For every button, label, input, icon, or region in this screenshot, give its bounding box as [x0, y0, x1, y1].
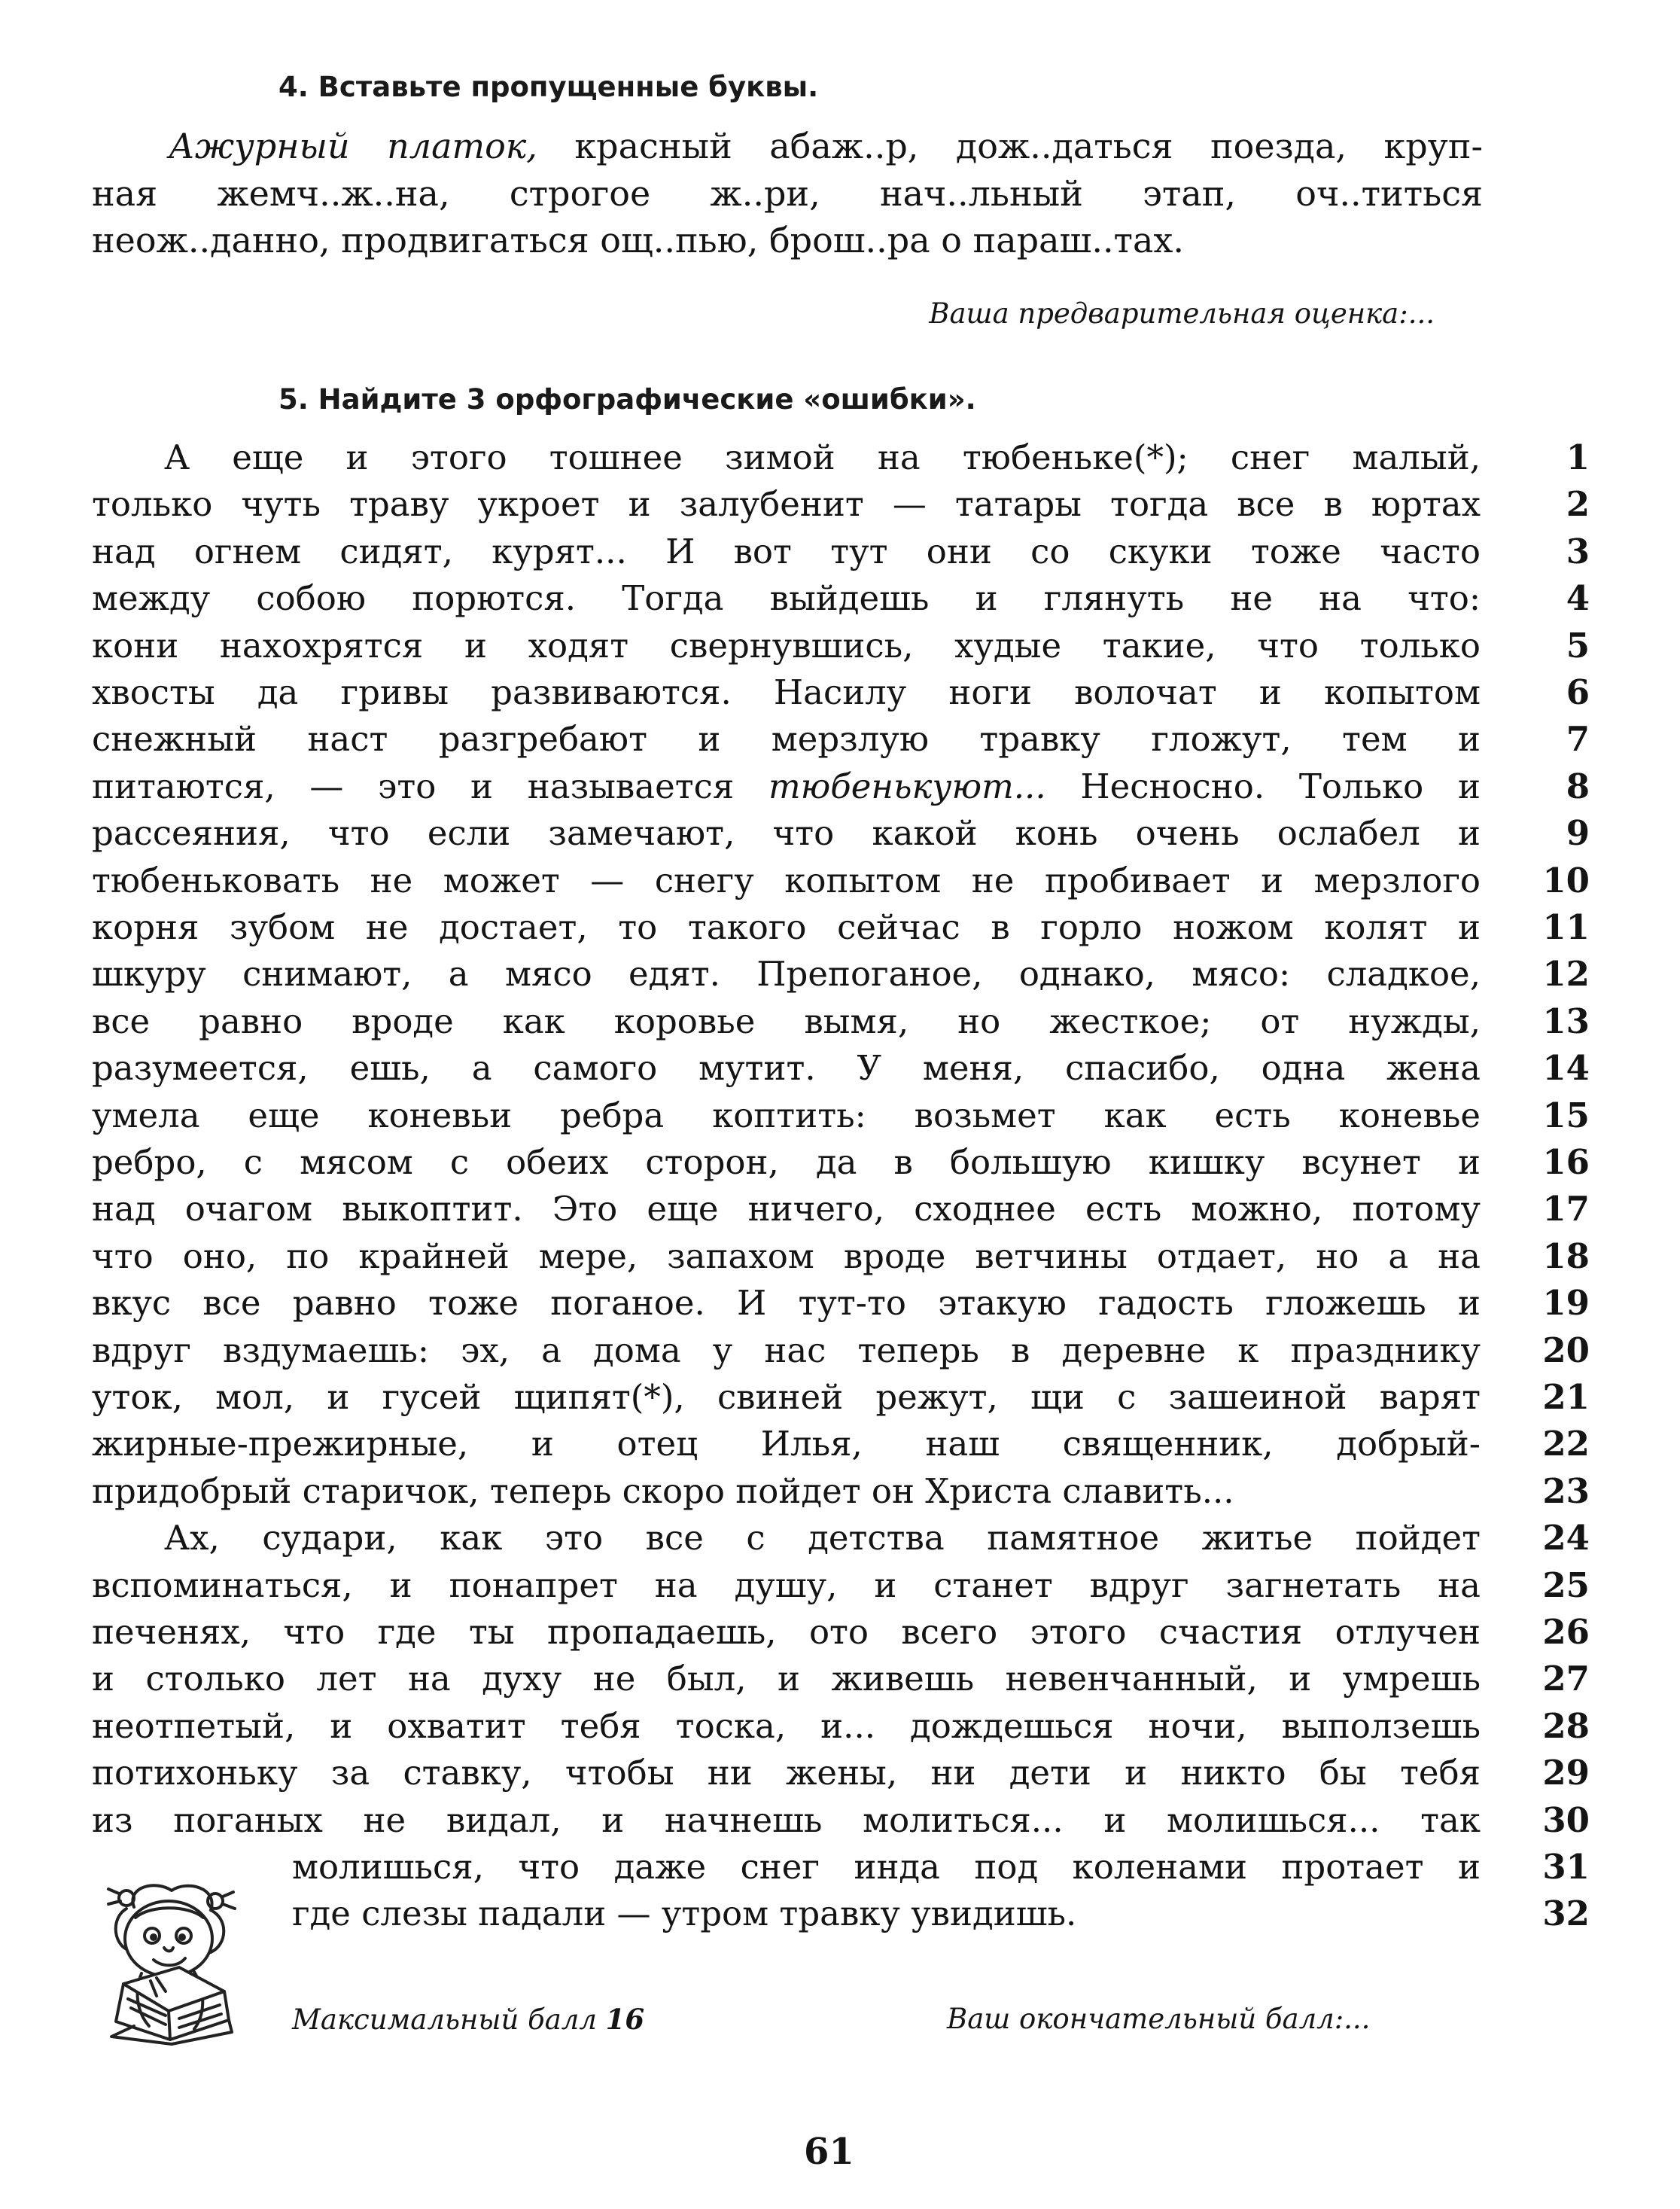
line-number: 23	[1542, 1471, 1590, 1511]
line-number: 1	[1566, 437, 1590, 477]
task4-heading: 4. Вставьте пропущенные буквы.	[278, 71, 819, 103]
line-number: 10	[1542, 861, 1590, 900]
max-score-value: 16	[605, 2003, 645, 2036]
text-line: где слезы падали — утром травку увидишь.	[292, 1894, 1077, 1933]
line-number: 7	[1566, 719, 1590, 759]
line-number: 11	[1542, 907, 1590, 947]
text-line: хвосты да гривы развиваются. Насилу ноги волочат и копытом	[92, 672, 1481, 712]
task4-line-1-text: красный абаж..р, дож..даться поезда, круп-	[574, 126, 1484, 166]
text-line: кони нахохрятся и ходят свернувшись, худые такие, что только	[92, 626, 1481, 666]
text-line: умела еще коневьи ребра коптить: возьмет как есть коневье	[92, 1095, 1481, 1135]
text-line: над огнем сидят, курят... И вот тут они со скуки тоже часто	[92, 532, 1481, 571]
child-with-book-icon	[81, 1878, 262, 2052]
page-number: 61	[804, 2131, 854, 2173]
text-line: неотпетый, и охватит тебя тоска, и... дождешься ночи, выползешь	[92, 1706, 1481, 1746]
text-line: уток, мол, и гусей щипят(*), свиней режут, щи с зашеиной варят	[92, 1377, 1481, 1417]
line-number: 30	[1542, 1800, 1590, 1840]
text-line: тюбеньковать не может — снегу копытом не пробивает и мерзлого	[92, 861, 1481, 900]
reading-child-illustration	[81, 1878, 262, 2052]
text-line: из поганых не видал, и начнешь молиться... и молишься... так	[92, 1800, 1481, 1840]
line-number: 5	[1566, 626, 1590, 666]
text-line-part: Несносно. Только и	[1080, 766, 1481, 806]
line-number: 22	[1542, 1424, 1590, 1464]
line-number: 24	[1542, 1518, 1590, 1558]
text-line: жирные-прежирные, и отец Илья, наш священник, добрый-	[92, 1424, 1481, 1464]
text-line: над очагом выкоптит. Это еще ничего, сходнее есть можно, потому	[92, 1189, 1481, 1229]
text-line: А еще и этого тошнее зимой на тюбеньке(*); снег малый,	[164, 437, 1481, 477]
line-number: 21	[1542, 1377, 1590, 1417]
line-number: 27	[1542, 1659, 1590, 1699]
line-number: 8	[1566, 766, 1590, 806]
text-line: снежный наст разгребают и мерзлую травку гложут, тем и	[92, 719, 1481, 759]
line-number: 19	[1542, 1283, 1590, 1323]
line-number: 6	[1566, 672, 1590, 712]
final-score: Ваш окончательный балл:...	[947, 2003, 1371, 2035]
line-number: 25	[1542, 1565, 1590, 1605]
text-line: вспоминаться, и понапрет на душу, и станет вдруг загнетать на	[92, 1565, 1481, 1605]
text-line: все равно вроде как коровье вымя, но жесткое; от нужды,	[92, 1001, 1481, 1041]
text-line: вкус все равно тоже поганое. И тут-то этакую гадость гложешь и	[92, 1283, 1481, 1323]
line-number: 26	[1542, 1612, 1590, 1652]
text-line: и столько лет на духу не был, и живешь невенчанный, и умрешь	[92, 1659, 1481, 1699]
line-number: 20	[1542, 1330, 1590, 1370]
text-line: между собою порются. Тогда выйдешь и глянуть не на что:	[92, 578, 1481, 618]
text-line: молишься, что даже снег инда под коленами протает и	[292, 1847, 1481, 1887]
line-number: 17	[1542, 1189, 1590, 1229]
text-line: рассеяния, что если замечают, что какой конь очень ослабел и	[92, 813, 1481, 853]
text-line: ребро, с мясом с обеих сторон, да в большую кишку всунет и	[92, 1142, 1481, 1182]
task4-example: Ажурный платок,	[169, 126, 537, 166]
line-number: 32	[1542, 1894, 1590, 1933]
max-score	[292, 2003, 644, 2036]
line-number: 16	[1542, 1142, 1590, 1182]
text-line: только чуть траву укроет и залубенит — татары тогда все в юртах	[92, 484, 1481, 524]
task4-line-1	[169, 124, 1483, 168]
line-number: 14	[1542, 1048, 1590, 1088]
max-score-label: Максимальный балл	[292, 2003, 597, 2036]
text-line: вдруг вздумаешь: эх, а дома у нас теперь в деревне к празднику	[92, 1330, 1481, 1370]
line-number: 28	[1542, 1706, 1590, 1746]
line-number: 4	[1566, 578, 1590, 618]
line-number: 18	[1542, 1236, 1590, 1276]
line-number: 13	[1542, 1001, 1590, 1041]
italic-term: тюбенькуют...	[768, 766, 1046, 806]
text-line	[92, 765, 1481, 809]
text-line: разумеется, ешь, а самого мутит. У меня, спасибо, одна жена	[92, 1048, 1481, 1088]
text-line-part: питаются, — это и называется	[92, 766, 735, 806]
line-number: 29	[1542, 1753, 1590, 1793]
line-number: 12	[1542, 954, 1590, 994]
text-line: что оно, по крайней мере, запахом вроде ветчины отдает, но а на	[92, 1236, 1481, 1276]
text-line: шкуру снимают, а мясо едят. Препоганое, однако, мясо: сладкое,	[92, 954, 1481, 994]
text-line: придобрый старичок, теперь скоро пойдет он Христа славить...	[92, 1471, 1234, 1511]
line-number: 31	[1542, 1847, 1590, 1887]
task4-line-3: неож..данно, продвигаться ощ..пью, брош..ра о параш..тах.	[92, 220, 1184, 261]
task4-preliminary-score: Ваша предварительная оценка:...	[929, 297, 1435, 330]
text-line: корня зубом не достает, то такого сейчас в горло ножом колят и	[92, 907, 1481, 947]
line-number: 3	[1566, 532, 1590, 571]
task4-line-2: ная жемч..ж..на, строгое ж..ри, нач..льный этап, оч..титься	[92, 173, 1483, 214]
line-number: 2	[1566, 484, 1590, 524]
text-line: потихоньку за ставку, чтобы ни жены, ни дети и никто бы тебя	[92, 1753, 1481, 1793]
line-number: 9	[1566, 813, 1590, 853]
line-number: 15	[1542, 1095, 1590, 1135]
task5-heading: 5. Найдите 3 орфографические «ошибки».	[278, 383, 976, 416]
text-line: Ах, судари, как это все с детства памятное житье пойдет	[164, 1518, 1481, 1558]
text-line: печенях, что где ты пропадаешь, ото всего этого счастия отлучен	[92, 1612, 1481, 1652]
